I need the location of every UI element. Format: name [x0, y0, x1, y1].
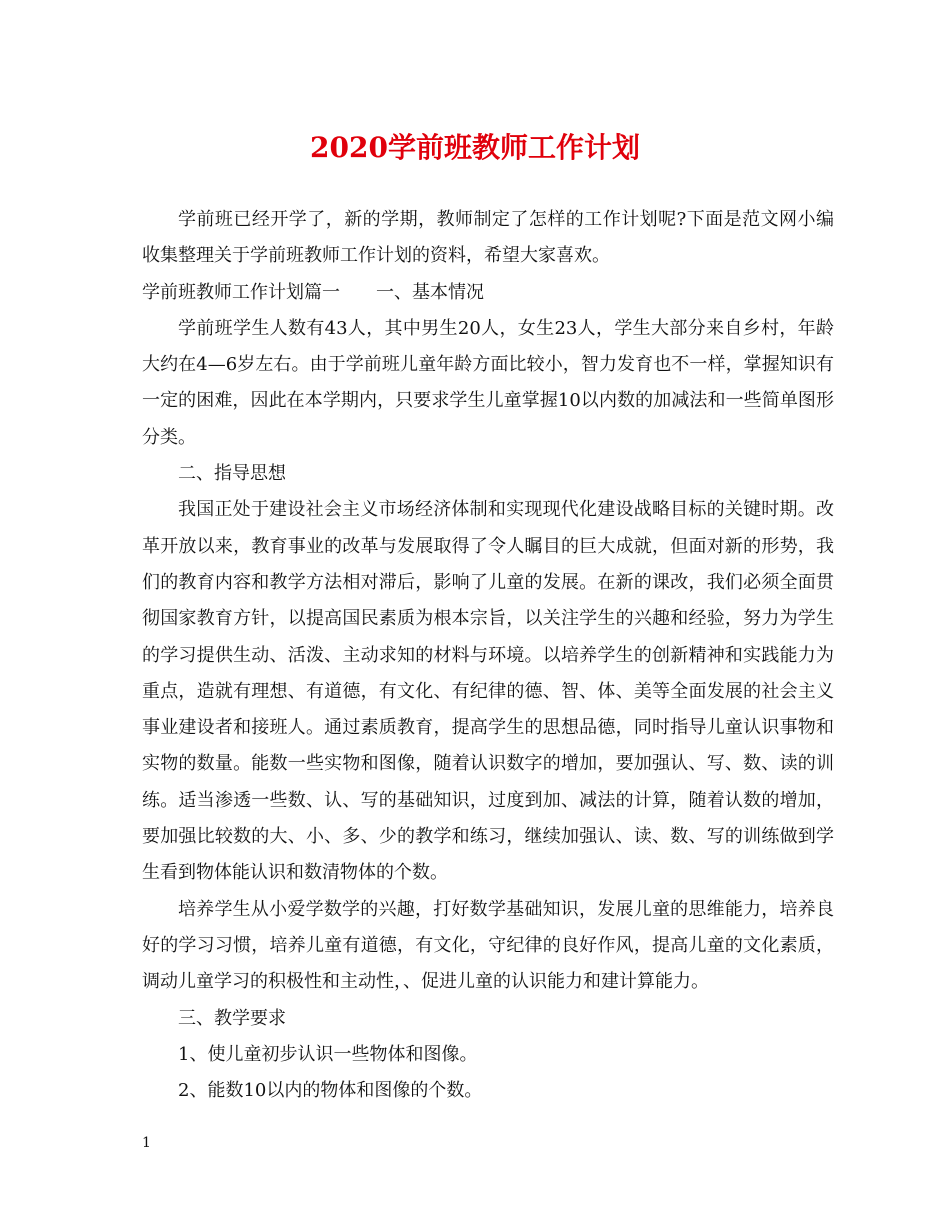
page-number: 1 [142, 1135, 151, 1151]
document-title: 2020学前班教师工作计划 [310, 131, 640, 164]
requirement-item-1: 1、使儿童初步认识一些物体和图像。 [178, 1043, 478, 1065]
basic-info-paragraph: 学前班学生人数有43人，其中男生20人，女生23人，学生大部分来自乡村，年龄大约在4—6岁左右。由于学前班儿童年龄方面比较小，智力发育也不一样，掌握知识有一定的困难，因此在本学期内，只要求学生儿童掌握10以内数的加减法和一些简单图形分类。 [142, 317, 834, 448]
guiding-thought-paragraph: 我国正处于建设社会主义市场经济体制和实现现代化建设战略目标的关键时期。改革开放以来，教育事业的改革与发展取得了令人瞩目的巨大成就，但面对新的形势，我们的教育内容和教学方法相对滞后，影响了儿童的发展。在新的课改，我们必须全面贯彻国家教育方针，以提高国民素质为根本宗旨，以关注学生的兴趣和经验，努力为学生的学习提供生动、活泼、主动求知的材料与环境。以培养学生的创新精神和实践能力为重点，造就有理想、有道德，有文化、有纪律的德、智、体、美等全面发展的社会主义事业建设者和接班人。通过素质教育，提高学生的思想品德，同时指导儿童认识事物和实物的数量。能数一些实物和图像，随着认识数字的增加，要加强认、写、数、读的训练。适当渗透一些数、认、写的基础知识，过度到加、减法的计算，随着认数的增加，要加强比较数的大、小、多、少的教学和练习，继续加强认、读、数、写的训练做到学生看到物体能认识和数清物体的个数。 [142, 499, 834, 884]
section-heading-basic-info: 学前班教师工作计划篇一 一、基本情况 [142, 281, 484, 303]
section-heading-guiding-thought: 二、指导思想 [178, 463, 286, 485]
requirement-item-2: 2、能数10以内的物体和图像的个数。 [178, 1080, 483, 1102]
intro-paragraph: 学前班已经开学了，新的学期，教师制定了怎样的工作计划呢?下面是范文网小编收集整理关于学前班教师工作计划的资料，希望大家喜欢。 [142, 209, 834, 267]
goals-paragraph: 培养学生从小爱学数学的兴趣，打好数学基础知识，发展儿童的思维能力，培养良好的学习习惯，培养儿童有道德，有文化，守纪律的良好作风，提高儿童的文化素质，调动儿童学习的积极性和主动性，、促进儿童的认识能力和建计算能力。 [142, 898, 834, 993]
document-body [142, 202, 834, 1109]
section-heading-teaching-requirements: 三、教学要求 [178, 1007, 286, 1029]
